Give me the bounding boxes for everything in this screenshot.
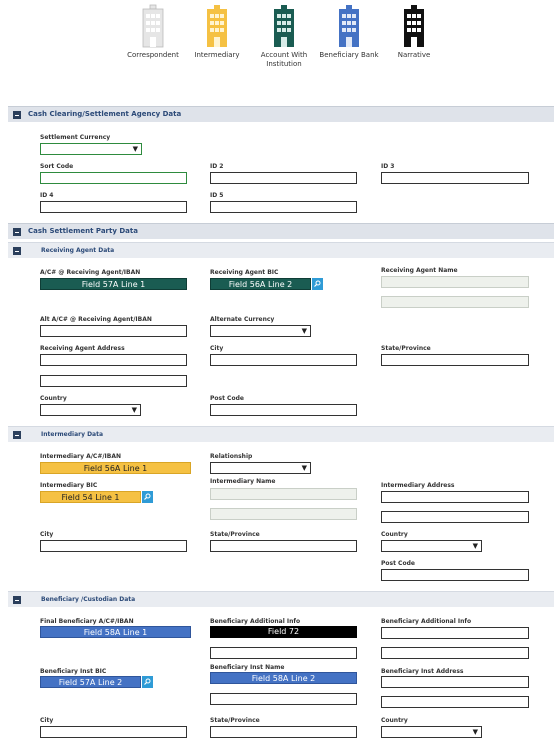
- receiving-agent-city-label: City: [210, 345, 224, 352]
- beneficiary-inst-address-input[interactable]: [381, 676, 529, 688]
- receiving-agent-country-select[interactable]: [40, 404, 141, 416]
- subsection-intermediary[interactable]: [8, 426, 554, 442]
- settlement-currency-label: Settlement Currency: [40, 134, 111, 141]
- beneficiary-country-select[interactable]: [381, 726, 482, 738]
- chevron-down-icon: ▼: [131, 406, 137, 414]
- party-narrative[interactable]: [376, 4, 452, 60]
- section-title: Receiving Agent Data: [41, 247, 115, 254]
- intermediary-name-input[interactable]: [210, 488, 357, 500]
- intermediary-address-label: Intermediary Address: [381, 482, 455, 489]
- party-label: Account With Institution: [260, 51, 308, 68]
- building-icon: [205, 4, 229, 48]
- intermediary-country-select[interactable]: [381, 540, 482, 552]
- beneficiary-addl-info-input-2[interactable]: [210, 647, 357, 659]
- receiving-agent-postcode-label: Post Code: [210, 395, 244, 402]
- subsection-beneficiary[interactable]: [8, 591, 554, 607]
- receiving-agent-bic-label: Receiving Agent BIC: [210, 269, 279, 276]
- relationship-select[interactable]: [210, 462, 311, 474]
- search-icon[interactable]: [312, 278, 323, 290]
- receiving-agent-postcode-input[interactable]: [210, 404, 357, 416]
- section-title: Cash Settlement Party Data: [28, 227, 138, 235]
- section-cash-clearing[interactable]: [8, 106, 554, 122]
- id3-input[interactable]: [381, 172, 529, 184]
- chevron-down-icon: ▼: [132, 145, 138, 153]
- intermediary-city-input[interactable]: [40, 540, 187, 552]
- collapse-icon[interactable]: [13, 111, 21, 119]
- intermediary-postcode-label: Post Code: [381, 560, 415, 567]
- section-title: Cash Clearing/Settlement Agency Data: [28, 110, 182, 118]
- intermediary-state-label: State/Province: [210, 531, 260, 538]
- alternate-currency-select[interactable]: [210, 325, 311, 337]
- subsection-receiving-agent[interactable]: [8, 242, 554, 258]
- beneficiary-addl-info-label-2: Beneficiary Additional Info: [381, 618, 472, 625]
- party-intermediary[interactable]: [179, 4, 255, 60]
- sort-code-input[interactable]: [40, 172, 187, 184]
- beneficiary-city-input[interactable]: [40, 726, 187, 738]
- chevron-down-icon: ▼: [472, 542, 478, 550]
- collapse-icon[interactable]: [13, 596, 21, 604]
- id3-label: ID 3: [381, 163, 395, 170]
- alt-account-input[interactable]: [40, 325, 187, 337]
- search-icon[interactable]: [142, 676, 153, 688]
- beneficiary-inst-name-field[interactable]: Field 58A Line 2: [210, 672, 357, 684]
- beneficiary-bic-field[interactable]: Field 57A Line 2: [40, 676, 141, 688]
- beneficiary-country-label: Country: [381, 717, 408, 724]
- id5-input[interactable]: [210, 201, 357, 213]
- intermediary-state-input[interactable]: [210, 540, 357, 552]
- receiving-agent-name-input[interactable]: [381, 276, 529, 288]
- party-label: Correspondent: [127, 51, 179, 59]
- beneficiary-city-label: City: [40, 717, 54, 724]
- receiving-agent-address-input-2[interactable]: [40, 375, 187, 387]
- intermediary-address-input[interactable]: [381, 491, 529, 503]
- beneficiary-inst-name-label: Beneficiary Inst Name: [210, 664, 285, 671]
- beneficiary-inst-address-label: Beneficiary Inst Address: [381, 668, 464, 675]
- beneficiary-addl-info-field[interactable]: Field 72: [210, 626, 357, 638]
- alt-account-label: Alt A/C# @ Receiving Agent/IBAN: [40, 316, 152, 323]
- receiving-agent-state-label: State/Province: [381, 345, 431, 352]
- section-title: Beneficiary /Custodian Data: [41, 596, 136, 603]
- intermediary-name-input-2[interactable]: [210, 508, 357, 520]
- beneficiary-account-label: Final Beneficiary A/C#/IBAN: [40, 618, 134, 625]
- receiving-agent-bic-field[interactable]: Field 56A Line 2: [210, 278, 311, 290]
- building-icon: [141, 4, 165, 48]
- building-icon: [272, 4, 296, 48]
- party-icon-bar: [0, 0, 560, 80]
- receiving-agent-city-input[interactable]: [210, 354, 357, 366]
- beneficiary-addl-info-label: Beneficiary Additional Info: [210, 618, 301, 625]
- chevron-down-icon: ▼: [301, 327, 307, 335]
- collapse-icon[interactable]: [13, 228, 21, 236]
- receiving-agent-country-label: Country: [40, 395, 67, 402]
- intermediary-postcode-input[interactable]: [381, 569, 529, 581]
- beneficiary-inst-address-input-2[interactable]: [381, 696, 529, 708]
- collapse-icon[interactable]: [13, 247, 21, 255]
- receiving-agent-address-label: Receiving Agent Address: [40, 345, 125, 352]
- beneficiary-inst-name-input-2[interactable]: [210, 693, 357, 705]
- beneficiary-state-label: State/Province: [210, 717, 260, 724]
- intermediary-name-label: Intermediary Name: [210, 478, 276, 485]
- building-icon: [402, 4, 426, 48]
- receiving-agent-state-input[interactable]: [381, 354, 529, 366]
- chevron-down-icon: ▼: [301, 464, 307, 472]
- id5-label: ID 5: [210, 192, 224, 199]
- section-cash-settlement-party[interactable]: [8, 223, 554, 239]
- receiving-agent-name-label: Receiving Agent Name: [381, 267, 458, 274]
- building-icon: [337, 4, 361, 48]
- beneficiary-addl-info-input-4[interactable]: [381, 647, 529, 659]
- party-label: Narrative: [397, 51, 431, 59]
- relationship-label: Relationship: [210, 453, 253, 460]
- intermediary-country-label: Country: [381, 531, 408, 538]
- search-icon[interactable]: [142, 491, 153, 503]
- id4-input[interactable]: [40, 201, 187, 213]
- beneficiary-account-field[interactable]: Field 58A Line 1: [40, 626, 191, 638]
- section-title: Intermediary Data: [41, 431, 104, 438]
- intermediary-account-field[interactable]: Field 56A Line 1: [40, 462, 191, 474]
- intermediary-city-label: City: [40, 531, 54, 538]
- chevron-down-icon: ▼: [472, 728, 478, 736]
- party-label: Intermediary: [194, 51, 240, 59]
- intermediary-bic-field[interactable]: Field 54 Line 1: [40, 491, 141, 503]
- receiving-agent-account-label: A/C# @ Receiving Agent/IBAN: [40, 269, 141, 276]
- receiving-agent-address-input[interactable]: [40, 354, 187, 366]
- party-label: Beneficiary Bank: [319, 51, 379, 59]
- intermediary-bic-label: Intermediary BIC: [40, 482, 98, 489]
- id2-input[interactable]: [210, 172, 357, 184]
- intermediary-address-input-2[interactable]: [381, 511, 529, 523]
- collapse-icon[interactable]: [13, 431, 21, 439]
- id2-label: ID 2: [210, 163, 224, 170]
- beneficiary-bic-label: Beneficiary Inst BIC: [40, 668, 107, 675]
- alternate-currency-label: Alternate Currency: [210, 316, 275, 323]
- receiving-agent-account-field[interactable]: Field 57A Line 1: [40, 278, 187, 290]
- receiving-agent-name-input-2[interactable]: [381, 296, 529, 308]
- sort-code-label: Sort Code: [40, 163, 74, 170]
- id4-label: ID 4: [40, 192, 54, 199]
- intermediary-account-label: Intermediary A/C#/IBAN: [40, 453, 122, 460]
- beneficiary-addl-info-input-3[interactable]: [381, 627, 529, 639]
- settlement-currency-select[interactable]: [40, 143, 142, 155]
- beneficiary-state-input[interactable]: [210, 726, 357, 738]
